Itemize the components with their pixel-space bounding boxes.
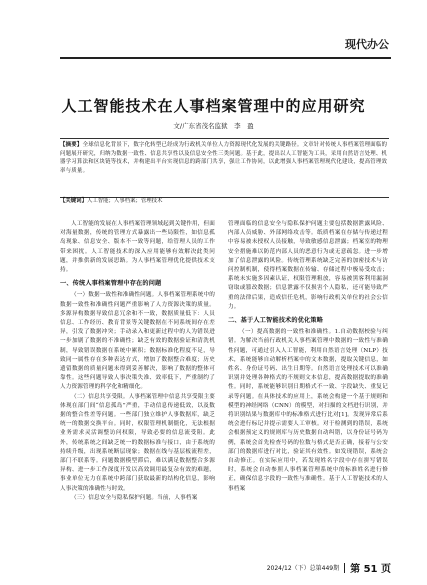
intro-paragraph: 人工智能的发展在人事档案管理领域起到关键作用，但面对海量数据，传统的管理方式暴露出一些局限性，如信息孤岛现象、信息安全、版本不一致等问题，给管理人员的工作带来困扰。人工智能技术的深入应用能够有效解决此类问题，并推供新的发展思路。为人事档案管理优化提供技术支持。 (60, 221, 215, 274)
body-paragraph: （三）信息安全与隐私保护问题。当前，人事档案 (71, 494, 198, 501)
section-heading: 二、基于人工智能技术的优化策略 (228, 317, 324, 325)
body-paragraph: （一）数据一致性和准确性问题。人事档案管理系统中的数据一致性和准确性问题严重影响了人力资源决策的质量。多源异构数据导致信息冗余和不一致，数据质量低下：人员信息、工作经历、教育背景等关键数据在不同系统间存在差异，引发了数据冲突；手动录入和更新过程中的人为错误进一步加剧了数据的不准确性；缺乏有效的数据验证和清洗机制，导致错误数据在系统中累积；数据标准化程度不足，导致同一属性存在多种表达方式，增加了数据整合难度；历史遗留数据的质量问题未得到妥善解决，影响了数据的整体可靠性。这些问题导致人事决策失准、效率低下，严重制约了人力资源管理的科学化和精细化。 (60, 292, 215, 391)
keywords-text: 人工智能；人事档案；管理技术 (86, 198, 163, 204)
body-paragraph: 管理面临的信息安全与隐私保护问题主要包括数据泄露风险、内部人员威胁、外部网络攻击等。纸质档案在存储与传递过程中容易被未授权人员接触，导致敏感信息泄露；档案室的物理安全措施难以防范内部人员的恶意行为或无意疏忽。进一步增加了信息泄露的风险。传统管理系统缺乏完善的加密技术与访问控制机制，使得档案数据在传输、存储过程中极易受攻击；系统未实施多因素认证，权限管理粗放，容易被黑客利用漏洞窃取或篡改数据；信息泄露不仅损害个人隐私，还可能导致严重的法律后果，造成信任危机，影响行政机关单位的社会公信力。 (228, 221, 388, 310)
keywords-label: 【关键词】 (60, 198, 87, 204)
section-heading: 一、传统人事档案管理中存在的问题 (60, 280, 162, 288)
footer-divider (344, 563, 345, 573)
body-paragraph: （一）提高数据的一致性和准确性。1.自动数据校验与纠错。为解决当前行政机关人事档案管理中数据的一致性与准确性问题，可通过引入人工智能，利用自然语言处理（NLP）技术，系统能够自动解析档案中的文本数据，提取关键信息，如姓名、身份证号码、出生日期等。自然语言处理技术可以准确识别并处理各种格式的不规则文本信息，提高数据提取的准确性。同时，系统能够识别日期格式不一致、字段缺失、重复记录等问题。在具体技术的应用上，系统会构建一个基于规则和模型的神经网络（CNN）的模型，对扫描的文档进行识别，并将识别结果与数据库中的标准格式进行比对[1]。发现异常后系统会进行标记并提示需要人工审核。对于检测到的错误，系统会根据预定义的规则库与历史数据自动纠错，以身份证号码为例，系统会首先检查号码的位数与格式是否正确，接着与公安部门的数据库进行对比，验证其有效性。如发现错误，系统会自动修正。在实际应用中，若发现姓名字段中存在拼写错误时，系统会自动参照人事档案管理系统中的标准姓名进行修正，确保信息字段的一致性与准确性。基于人工智能技术的人事档案 (228, 329, 388, 492)
left-column (60, 220, 215, 503)
abstract-text: 全球信息化背景下，数字化转型已经成为行政机关单位人力资源现代化发展的关键路径。文章针对传统人事档案管理面临的问题展开研究，归纳为数据一致性、信息共享性以及信息安全性三类问题。基于此，提出以人工智能为工具，采用自然语言处理、机器学习算法和区块链等技术，并构建出平台实现信息的跨部门共享，强让工作协同，以此增强人事档案管理现代化建设，提高管理效率与质量。 (60, 142, 388, 175)
issue-info: 2024/12（下）总第449期 (266, 565, 340, 572)
body-paragraph: （二）信息共享受限。人事档案管理中信息共享受限主要体现在部门间“信息孤岛”严重，手动信息传递低效，以及数据的整合性差等问题。一些部门独立维护人事数据库，缺乏统一的数据交换平台。同时，权限管理机制僵化，无法根据业务需求灵活调整访问权限，导致必要的信息流受阻。此外，传统系统之间缺乏统一的数据标准与接口，由于系统的持续升级，出现系统断层现象；数据在线与基层板流程差，部门不联系等。问题数据模型滞后，难以满足数据整合多源异构、进一步工作深度开发以高效调用最复杂有效的难题，事业单位无力在系统中跨部门获取最新的结构化信息，影响人事决策的准确性与时效。 (60, 393, 215, 492)
article-title: 人工智能技术在人事档案管理中的应用研究 (61, 97, 366, 115)
section-label: 现代办公 (345, 38, 389, 51)
abstract-block (60, 138, 389, 198)
article-author: 文/广东省茂名监狱 李 盈 (173, 122, 254, 130)
page-footer (267, 560, 391, 575)
page-number: 第 51 页 (350, 564, 391, 575)
right-column (228, 220, 388, 494)
header-rule (60, 57, 391, 59)
abstract-label: 【摘要】 (60, 142, 83, 148)
keywords-block (60, 197, 389, 205)
